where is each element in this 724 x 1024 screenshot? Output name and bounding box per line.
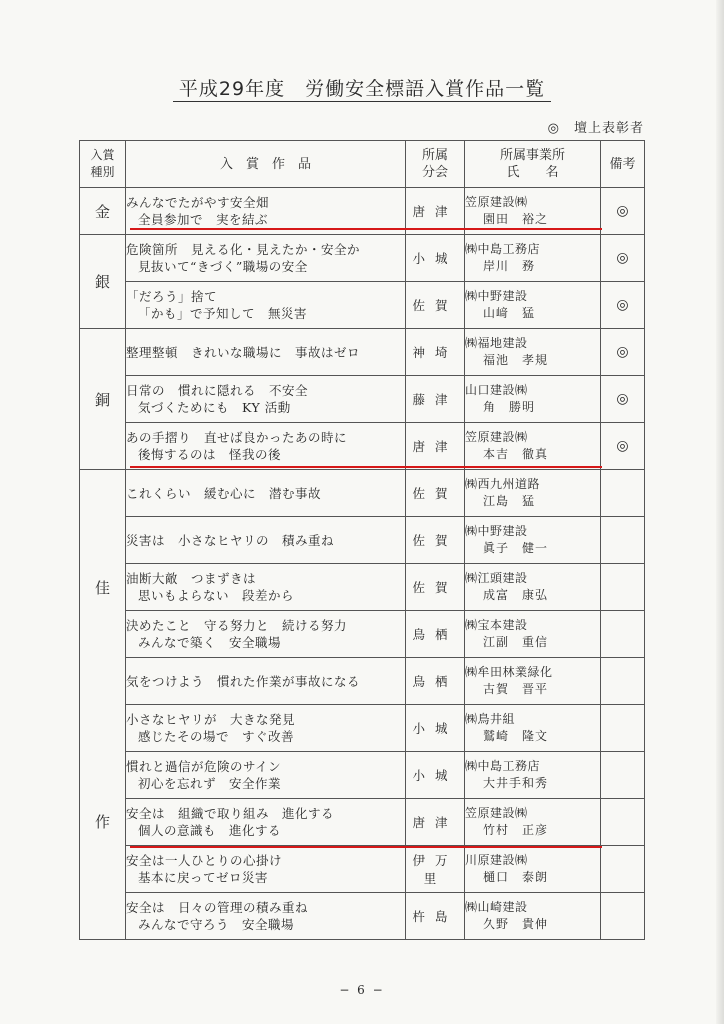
company-name: ㈱鳥井組	[465, 712, 516, 726]
slogan-line-2: みんなで築く 安全職場	[138, 635, 282, 650]
slogan-line-2: みんなで守ろう 安全職場	[138, 917, 295, 932]
table-row	[80, 376, 645, 423]
stage-award-mark: ◎	[616, 391, 629, 407]
slogan-line-1: これくらい 緩む心に 潜む事故	[126, 485, 322, 501]
table-row	[80, 517, 645, 564]
company-person-cell	[465, 564, 601, 611]
company-person-cell	[465, 799, 601, 846]
company-name: 笠原建設㈱	[465, 195, 528, 209]
note-cell	[601, 188, 645, 235]
header-work	[126, 141, 406, 188]
award-type-cell	[80, 470, 126, 940]
company-name: ㈱中島工務店	[465, 759, 541, 773]
table-row	[80, 705, 645, 752]
page-edge	[716, 0, 724, 1024]
note-cell	[601, 752, 645, 799]
slogan-line-2: 感じたその場で すぐ改善	[138, 729, 295, 744]
stage-award-mark: ◎	[616, 250, 629, 266]
company-person-cell	[465, 329, 601, 376]
slogan-line-2: 初心を忘れず 安全作業	[138, 776, 282, 791]
person-name: 本吉 徹真	[483, 447, 549, 461]
company-person-cell	[465, 893, 601, 940]
award-type-label: 銅	[94, 390, 110, 409]
title-underline	[173, 101, 551, 102]
slogan-line-2: 個人の意識も 進化する	[138, 823, 282, 838]
person-name: 樋口 泰朗	[483, 870, 549, 884]
slogan-line-1: 安全は 組織で取り組み 進化する	[126, 806, 335, 821]
table-row	[80, 846, 645, 893]
stage-award-mark: ◎	[616, 203, 629, 219]
note-cell	[601, 799, 645, 846]
awards-table	[79, 140, 645, 940]
company-name: ㈱福地建設	[465, 336, 528, 350]
slogan-cell	[126, 752, 406, 799]
person-name: 江島 猛	[483, 494, 536, 508]
slogan-line-2: 全員参加で 実を結ぶ	[138, 212, 269, 227]
table-row	[80, 423, 645, 470]
note-cell	[601, 705, 645, 752]
header-award-type-label: 入賞 種別	[90, 148, 115, 179]
slogan-line-1: 気をつけよう 慣れた作業が事故になる	[126, 673, 361, 689]
company-person-cell	[465, 752, 601, 799]
person-name: 岸川 務	[483, 259, 536, 273]
table-row	[80, 893, 645, 940]
header-note	[601, 141, 645, 188]
branch-cell: 神埼	[406, 329, 465, 376]
company-name: ㈱牟田林業緑化	[465, 665, 553, 679]
note-cell	[601, 423, 645, 470]
slogan-cell	[126, 470, 406, 517]
branch-cell: 鳥栖	[406, 611, 465, 658]
company-name: 山口建設㈱	[465, 383, 528, 397]
table-header-row	[80, 141, 645, 188]
table-row	[80, 282, 645, 329]
branch-cell: 伊万里	[406, 846, 465, 893]
company-person-cell	[465, 846, 601, 893]
slogan-line-1: 決めたこと 守る努力と 続ける努力	[126, 618, 348, 633]
table-row	[80, 611, 645, 658]
slogan-line-1: 安全は 日々の管理の積み重ね	[126, 900, 309, 915]
slogan-cell	[126, 611, 406, 658]
note-cell	[601, 470, 645, 517]
table-row	[80, 564, 645, 611]
note-cell	[601, 282, 645, 329]
person-name: 大井手和秀	[483, 776, 549, 790]
header-office	[465, 141, 601, 188]
company-person-cell	[465, 611, 601, 658]
slogan-cell	[126, 799, 406, 846]
slogan-line-1: みんなでたがやす安全畑	[126, 195, 270, 210]
header-branch-label: 所属 分会	[421, 148, 448, 180]
page-number: − 6 −	[339, 983, 385, 997]
highlight-line-bronze	[130, 466, 602, 468]
note-cell	[601, 517, 645, 564]
slogan-line-2: 基本に戻ってゼロ災害	[138, 870, 269, 885]
company-person-cell	[465, 423, 601, 470]
table-row	[80, 235, 645, 282]
branch-cell: 藤津	[406, 376, 465, 423]
person-name: 成富 康弘	[483, 588, 549, 602]
branch-cell: 唐津	[406, 799, 465, 846]
person-name: 山﨑 猛	[483, 306, 536, 320]
table-row	[80, 658, 645, 705]
note-cell	[601, 658, 645, 705]
person-name: 角 勝明	[483, 400, 536, 414]
award-type-label: 金	[94, 202, 110, 221]
company-name: ㈱中島工務店	[465, 242, 541, 256]
slogan-line-1: 整理整頓 きれいな職場に 事故はゼロ	[126, 344, 361, 360]
slogan-cell	[126, 376, 406, 423]
person-name: 久野 貴伸	[483, 917, 549, 931]
note-cell	[601, 893, 645, 940]
document-title: 平成29年度 労働安全標語入賞作品一覧	[178, 78, 546, 100]
slogan-cell	[126, 658, 406, 705]
slogan-line-1: 災害は 小さなヒヤリの 積み重ね	[126, 532, 335, 548]
company-person-cell	[465, 282, 601, 329]
company-person-cell	[465, 658, 601, 705]
company-person-cell	[465, 705, 601, 752]
branch-cell: 佐賀	[406, 517, 465, 564]
person-name: 江副 重信	[483, 635, 549, 649]
branch-cell: 小城	[406, 705, 465, 752]
person-name: 眞子 健一	[483, 541, 549, 555]
stage-award-mark: ◎	[616, 297, 629, 313]
person-name: 竹村 正彦	[483, 823, 549, 837]
note-cell	[601, 846, 645, 893]
note-cell	[601, 376, 645, 423]
stage-award-mark: ◎	[616, 438, 629, 454]
slogan-line-2: 後悔するのは 怪我の後	[138, 447, 282, 462]
slogan-line-2: 気づくためにも KY 活動	[138, 400, 291, 415]
award-type-cell	[80, 188, 126, 235]
slogan-cell	[126, 893, 406, 940]
person-name: 福池 孝規	[483, 353, 549, 367]
note-cell	[601, 329, 645, 376]
header-award-type	[80, 141, 126, 188]
company-name: ㈱山崎建設	[465, 900, 528, 914]
slogan-line-1: 小さなヒヤリが 大きな発見	[126, 712, 296, 727]
slogan-line-1: あの手摺り 直せば良かったあの時に	[126, 430, 348, 445]
branch-cell: 唐津	[406, 188, 465, 235]
branch-cell: 杵島	[406, 893, 465, 940]
person-name: 園田 裕之	[483, 212, 549, 226]
slogan-cell	[126, 517, 406, 564]
stage-award-mark: ◎	[616, 344, 629, 360]
note-cell	[601, 235, 645, 282]
slogan-line-1: 油断大敵 つまずきは	[126, 571, 257, 586]
award-type-char: 佳	[94, 579, 110, 597]
company-person-cell	[465, 517, 601, 564]
company-name: ㈱宝本建設	[465, 618, 528, 632]
table-row	[80, 752, 645, 799]
branch-cell: 佐賀	[406, 564, 465, 611]
company-name: ㈱江頭建設	[465, 571, 528, 585]
note-cell	[601, 611, 645, 658]
slogan-cell	[126, 329, 406, 376]
legend-note: ◎ 壇上表彰者	[547, 121, 644, 136]
header-office-label: 所属事業所 氏 名	[499, 148, 565, 180]
company-name: ㈱中野建設	[465, 289, 528, 303]
branch-cell: 佐賀	[406, 282, 465, 329]
branch-cell: 鳥栖	[406, 658, 465, 705]
slogan-line-2: 見抜いて“きづく”職場の安全	[138, 259, 308, 274]
slogan-cell	[126, 705, 406, 752]
highlight-line-gold	[130, 228, 602, 230]
branch-cell: 佐賀	[406, 470, 465, 517]
header-note-label: 備考	[609, 156, 636, 172]
table-row	[80, 799, 645, 846]
slogan-line-1: 危険箇所 見える化・見えたか・安全か	[126, 242, 361, 257]
branch-cell: 唐津	[406, 423, 465, 470]
company-name: ㈱西九州道路	[465, 477, 541, 491]
slogan-line-1: 日常の 慣れに隠れる 不安全	[126, 383, 309, 398]
company-person-cell	[465, 470, 601, 517]
award-type-cell	[80, 329, 126, 470]
branch-cell: 小城	[406, 752, 465, 799]
slogan-cell	[126, 846, 406, 893]
company-name: 川原建設㈱	[465, 853, 528, 867]
note-cell	[601, 564, 645, 611]
slogan-line-1: 安全は一人ひとりの心掛け	[126, 853, 283, 868]
slogan-line-2: 思いもよらない 段差から	[138, 588, 295, 603]
slogan-cell	[126, 423, 406, 470]
person-name: 古賀 晋平	[483, 682, 549, 696]
award-type-cell	[80, 235, 126, 329]
slogan-line-1: 慣れと過信が危険のサイン	[126, 759, 282, 774]
award-type-char: 作	[94, 813, 110, 831]
slogan-cell	[126, 564, 406, 611]
slogan-cell	[126, 235, 406, 282]
header-work-label: 入 賞 作 品	[219, 156, 311, 172]
highlight-line-honorable	[130, 846, 602, 848]
award-type-label: 銀	[94, 273, 110, 291]
header-branch	[406, 141, 465, 188]
company-name: ㈱中野建設	[465, 524, 528, 538]
company-person-cell	[465, 235, 601, 282]
company-name: 笠原建設㈱	[465, 806, 528, 820]
table-row	[80, 329, 645, 376]
slogan-line-2: 「かも」で予知して 無災害	[138, 306, 308, 321]
company-name: 笠原建設㈱	[465, 430, 528, 444]
slogan-line-1: 「だろう」捨て	[126, 289, 218, 304]
company-person-cell	[465, 376, 601, 423]
table-row	[80, 470, 645, 517]
branch-cell: 小城	[406, 235, 465, 282]
person-name: 鷲崎 隆文	[483, 729, 549, 743]
slogan-cell	[126, 282, 406, 329]
